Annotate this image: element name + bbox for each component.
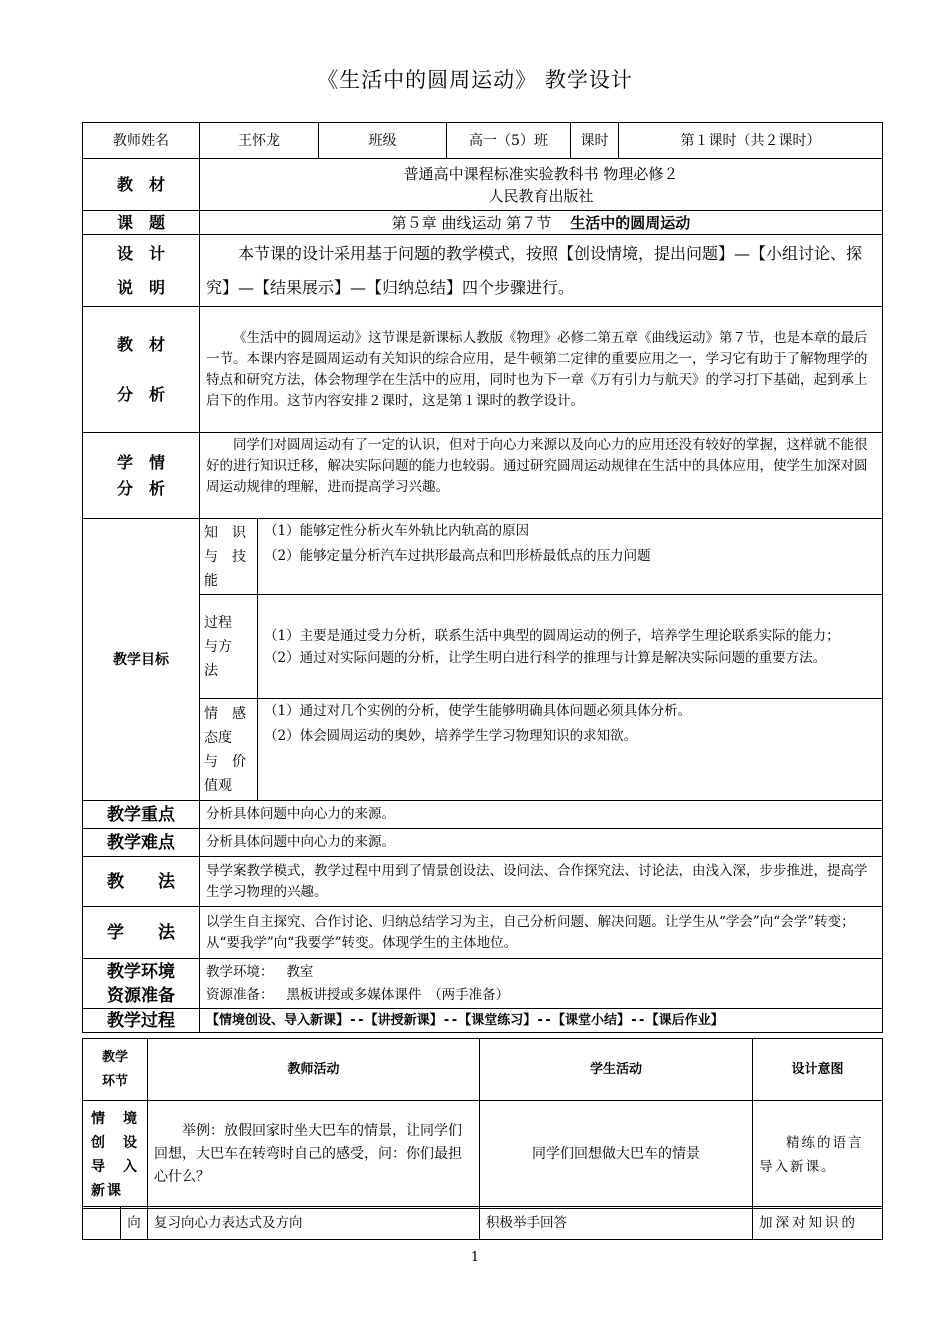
design-label-1: 设 计 [116, 243, 165, 263]
teacher-activity-header: 教师活动 [148, 1039, 480, 1101]
process-goals [258, 595, 883, 699]
header-row [83, 123, 883, 159]
difficulty-value: 分析具体问题中向心力的来源。 [200, 829, 883, 857]
emotion-goal-2: （2）体会圆周运动的奥妙，培养学生学习物理知识的求知欲。 [264, 728, 638, 744]
process-flow-label: 教学过程 [83, 1009, 200, 1033]
students-label-2: 分 析 [116, 478, 165, 498]
learning-method-row [83, 907, 883, 959]
students-row [83, 433, 883, 519]
knowledge-goal-2: （2）能够定量分析汽车过拱形最高点和凹形桥最低点的压力问题 [264, 548, 651, 564]
design-intent-header: 设计意图 [753, 1039, 883, 1101]
environment-label-1: 教学环境 [107, 961, 175, 982]
topic-chapter: 第５章 曲线运动 第７节 [391, 213, 552, 232]
process-table [82, 1038, 883, 1209]
teaching-method-value: 导学案教学模式，教学过程中用到了情景创设法、设问法、合作探究法、讨论法，由浅入深，步步推进，提高学生学习物理的兴趣。 [200, 857, 883, 907]
textbook-value [200, 159, 883, 211]
topic-value [200, 211, 883, 235]
textbook-line-1: 普通高中课程标准实验教科书 物理必修２ [403, 164, 679, 183]
process-goal-2: （2）通过对实际问题的分析，让学生明白进行科学的推理与计算是解决实际问题的重要方法。 [264, 649, 827, 666]
emotion-label-3: 与 价 [204, 753, 246, 770]
goals-label: 教学目标 [83, 519, 200, 801]
textbook-label: 教 材 [83, 159, 200, 211]
topic-row [83, 211, 883, 235]
emotion-goals [258, 699, 883, 801]
process-header-row [83, 1039, 883, 1101]
textbook-line-2: 人民教育出版社 [488, 186, 594, 205]
intro-stage-1: 情 境 [91, 1110, 139, 1127]
page-number: 1 [470, 1250, 480, 1265]
intro-stage-label [83, 1101, 148, 1209]
class-value: 高一（5）班 [447, 123, 571, 159]
period-label: 课时 [571, 123, 619, 159]
learning-method-value: 以学生自主探究、合作讨论、归纳总结学习为主，自己分析问题、解决问题。让学生从“学会”向“会学”转变；从“要我学”向“我要学”转变。体现学生的主体地位。 [200, 907, 883, 959]
resource-line-label: 资源准备： [206, 986, 274, 1003]
environment-value [200, 959, 883, 1009]
students-text: 同学们对圆周运动有了一定的认识，但对于向心力来源以及向心力的应用还没有较好的掌握，这样就不能很好的进行知识迁移，解决实际问题的能力也较弱。通过研究圆周运动规律在生活中的具体应用，使学生加深对圆周运动规律的理解，进而提高学习兴趣。 [200, 433, 883, 519]
teacher-name: 王怀龙 [200, 123, 319, 159]
key-point-row [83, 801, 883, 829]
knowledge-label-2: 与 技 [204, 548, 246, 565]
document-title: 《生活中的圆周运动》 教学设计 [317, 68, 633, 92]
goals-emotion-row [83, 699, 883, 801]
environment-line [206, 961, 876, 984]
environment-label [83, 959, 200, 1009]
goals-process-row [83, 595, 883, 699]
emotion-label-4: 值观 [204, 777, 232, 794]
difficulty-label: 教学难点 [83, 829, 200, 857]
process-label-1: 过程 [204, 614, 232, 631]
review-blank-cell [83, 1207, 121, 1240]
analysis-label [83, 307, 200, 433]
knowledge-goals [258, 519, 883, 595]
knowledge-label [200, 519, 258, 595]
stage-header-2: 环节 [101, 1073, 128, 1089]
stage-header [83, 1039, 148, 1101]
design-label-2: 说 明 [116, 277, 165, 297]
review-teacher-activity: 复习向心力表达式及方向 [148, 1207, 480, 1240]
stage-header-1: 教学 [101, 1049, 128, 1065]
lesson-plan-table [82, 122, 883, 1033]
period-value: 第１课时（共２课时） [619, 123, 883, 159]
intro-design-intent: 精练的语言导入新课。 [753, 1101, 883, 1209]
process-row-intro [83, 1101, 883, 1209]
intro-teacher-activity: 举例：放假回家时坐大巴车的情景，让同学们回想，大巴车在转弯时自己的感受，问：你们最担心什么？ [148, 1101, 480, 1209]
intro-stage-2: 创 设 [91, 1134, 139, 1151]
resource-line [206, 984, 876, 1007]
analysis-label-1: 教 材 [116, 334, 165, 354]
process-flow-value: 【情境创设、导入新课】--【讲授新课】--【课堂练习】--【课堂小结】--【课后作业】 [200, 1009, 883, 1033]
design-text: 本节课的设计采用基于问题的教学模式，按照【创设情境，提出问题】—【小组讨论、探究】—【结果展示】—【归纳总结】四个步骤进行。 [200, 235, 883, 307]
intro-stage-4: 新课 [91, 1182, 123, 1199]
process-label-3: 法 [204, 662, 218, 679]
knowledge-label-3: 能 [204, 572, 218, 589]
emotion-label-2: 态度 [204, 729, 232, 746]
difficulty-row [83, 829, 883, 857]
knowledge-goal-1: （1）能够定性分析火车外轨比内轨高的原因 [264, 523, 530, 539]
teacher-label: 教师姓名 [83, 123, 200, 159]
students-label-1: 学 情 [116, 452, 165, 472]
teaching-method-label: 教 法 [83, 857, 200, 907]
process-row-review [83, 1207, 883, 1240]
topic-title: 生活中的圆周运动 [570, 213, 691, 232]
process-label [200, 595, 258, 699]
emotion-label [200, 699, 258, 801]
review-design-intent: 加深对知识的 [753, 1207, 883, 1240]
emotion-label-1: 情 感 [204, 705, 246, 722]
design-row [83, 235, 883, 307]
emotion-goal-1: （1）通过对几个实例的分析，使学生能够明确具体问题必须具体分析。 [264, 703, 692, 719]
design-label [83, 235, 200, 307]
review-student-activity: 积极举手回答 [480, 1207, 753, 1240]
textbook-row [83, 159, 883, 211]
process-flow-row [83, 1009, 883, 1033]
class-label: 班级 [319, 123, 447, 159]
student-activity-header: 学生活动 [480, 1039, 753, 1101]
topic-label: 课 题 [83, 211, 200, 235]
analysis-text: 《生活中的圆周运动》这节课是新课标人教版《物理》必修二第五章《曲线运动》第７节，也是本章的最后一节。本课内容是圆周运动有关知识的综合应用，是牛顿第二定律的重要应用之一，学习它有助于了解物理学的特点和研究方法，体会物理学在生活中的应用，同时也为下一章《万有引力与航天》的学习打下基础，起到承上启下的作用。这节内容安排２课时，这是第１课时的教学设计。 [200, 307, 883, 433]
review-stage-label: 向 [121, 1207, 148, 1240]
environment-line-value: 教室 [286, 963, 314, 980]
students-label [83, 433, 200, 519]
teaching-method-row [83, 857, 883, 907]
key-point-value: 分析具体问题中向心力的来源。 [200, 801, 883, 829]
intro-student-activity: 同学们回想做大巴车的情景 [480, 1101, 753, 1209]
analysis-row [83, 307, 883, 433]
environment-row [83, 959, 883, 1009]
process-goal-1: （1）主要是通过受力分析，联系生活中典型的圆周运动的例子，培养学生理论联系实际的能力； [264, 627, 840, 644]
process-label-2: 与方 [204, 638, 232, 655]
learning-method-label: 学 法 [83, 907, 200, 959]
intro-stage-3: 导 入 [91, 1158, 139, 1175]
environment-line-label: 教学环境： [206, 963, 274, 980]
environment-label-2: 资源准备 [107, 985, 175, 1006]
resource-line-value: 黑板讲授或多媒体课件 （两手准备） [286, 986, 510, 1003]
goals-knowledge-row [83, 519, 883, 595]
knowledge-label-1: 知 识 [204, 524, 246, 541]
key-point-label: 教学重点 [83, 801, 200, 829]
process-table-continued [82, 1206, 883, 1240]
analysis-label-2: 分 析 [116, 384, 165, 404]
